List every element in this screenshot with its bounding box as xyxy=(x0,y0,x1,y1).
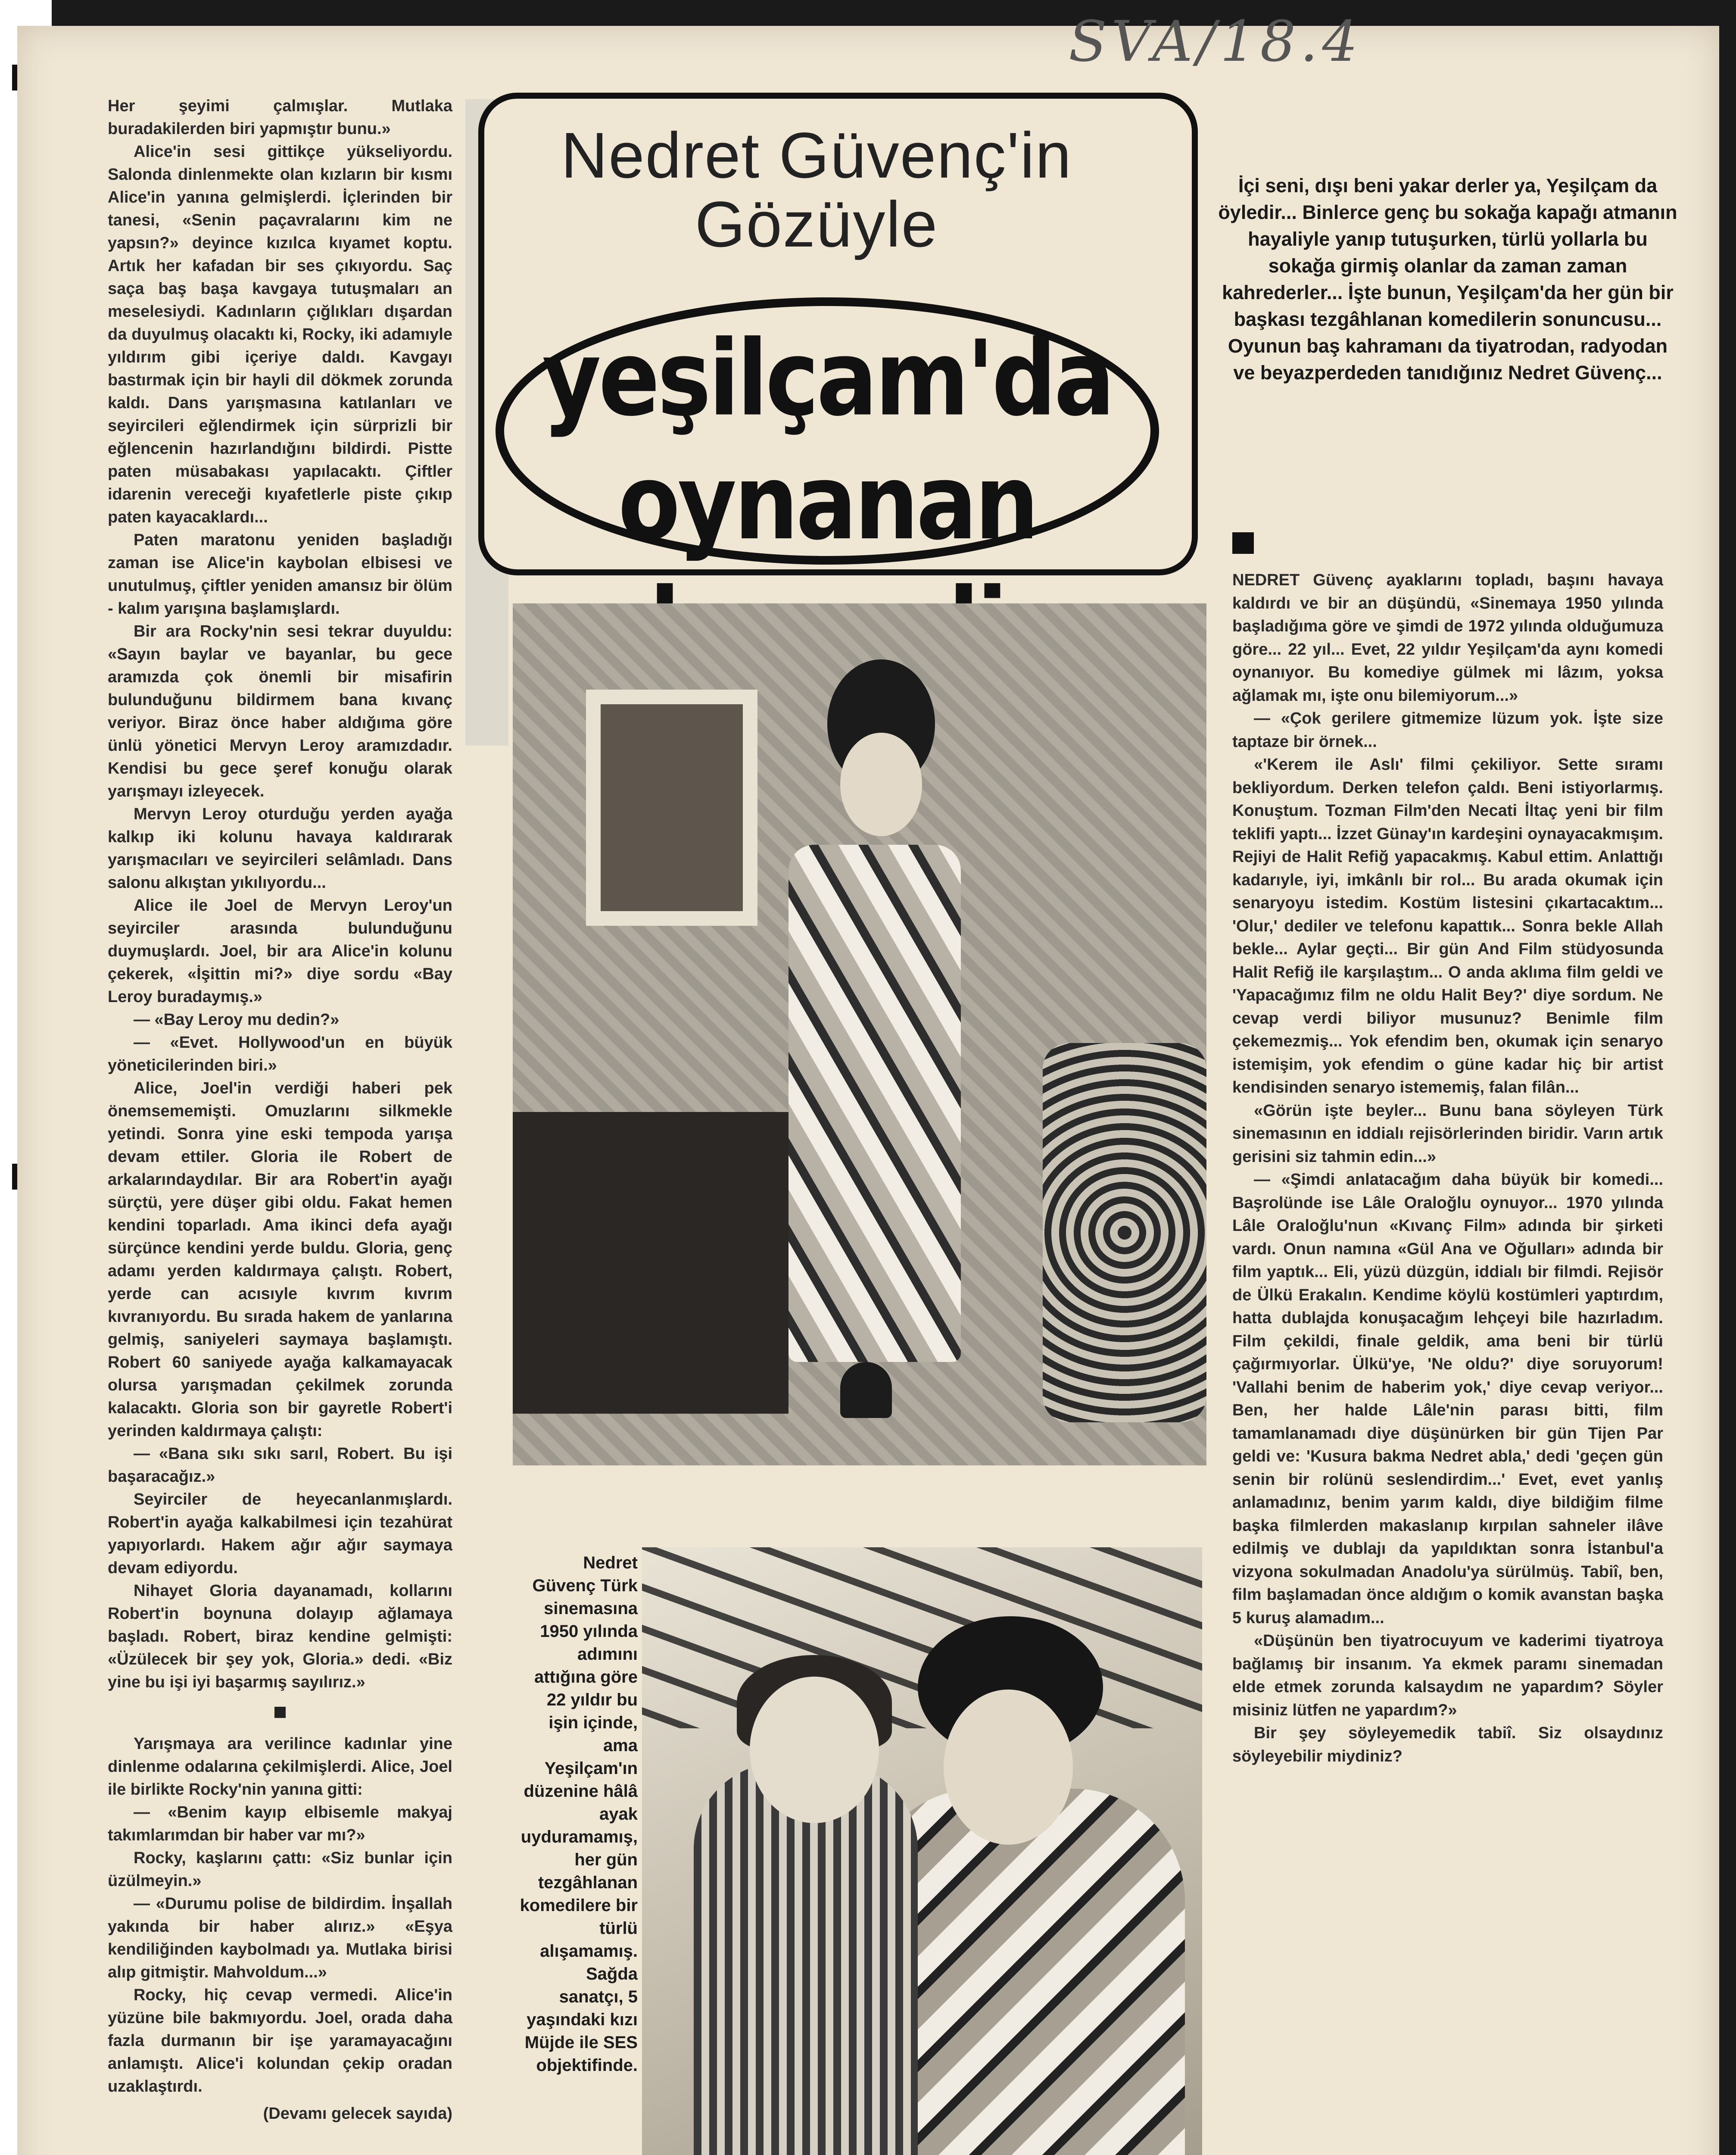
photo-feet xyxy=(840,1362,892,1418)
photo-dress xyxy=(789,845,961,1362)
paragraph: «'Kerem ile Aslı' filmi çekiliyor. Sette sıramı bekliyordum. Derken telefon çaldı. Beni istiyorlarmış. Konuştum. Tozman Film'den Necati İltaç yeni bir film teklifi yaptı... İzzet Günay'ın kardeşini oynayacakmışım. Rejiyi de Halit Refiğ yapacakmış. Kabul ettim. Anlattığı kadarıyle, iyi, imkânlı bir rol... Bu arada okumak için senaryoyu istedim. Kostüm listesini çıkartacaktım... 'Olur,' dediler ve telefonu kapattık... Sonra bekle Allah bekle... Aylar geçti... Bir gün And Film stüdyosunda Halit Refiğ ile karşılaştım... O anda aklıma film geldi ve 'Yapacağımız film ne oldu Halit Bey?' diye sordum. Ne cevap verdi biliyor musunuz? Benimle film çekemezmiş... Yok efendim ben, okumak için senaryo istemişim, yok efendim o güne kadar hiç bir artist kendisinden senaryo istememiş, falan filân... xyxy=(1232,756,1663,1096)
mother-daughter-photo xyxy=(642,1547,1202,2155)
painting-frame xyxy=(586,690,757,926)
paragraph: Alice'in sesi gittikçe yükseliyordu. Salonda dinlenmekte olan kızların bir kısmı Alice'in yanına gelmişlerdi. İçlerinden bir tanesi, «Senin paçavralarını kim ne yapsın?» deyince kızılca kıyamet koptu. Artık her kafadan bir ses çıkıyordu. Saç saça baş başa kavgaya tutuşmaları an meselesiydi. Kadınların çığlıkları dışardan da duyulmuş olacaktı ki, Rocky, iki adamıyle yıldırım gibi içeriye daldı. Kavgayı bastırmak için bir hayli dil dökmek zorunda kaldı. Dans yarışmasına katılanları ve seyircileri eğlendirmek için sürprizli bir eğlencenin hazırlandığını bildirdi. Pistte paten müsabakası yapılacaktı. Çiftler idarenin vereceği kıyafetlerle piste çıkıp paten kayacaklardı... xyxy=(108,143,452,526)
paragraph: Nihayet Gloria dayanamadı, kollarını Robert'in boynuna dolayıp ağlamaya başladı. Robert, biraz kendine gelmişti: «Üzülecek bir şey yok, Gloria.» dedi. «Biz yine bu işi iyi başarmış sayılırız.» xyxy=(108,1582,452,1691)
paragraph: — «Şimdi anlatacağım daha büyük bir komedi... Başrolünde ise Lâle Oraloğlu oynuyor... 1970 yılında Lâle Oraloğlu'nun «Kıvanç Film» adında bir şirketi vardı. Onun namına «Gül Ana ve Oğulları» adında bir film yaptık... Eli, yüzü düzgün, iddialı bir filmdi. Rejisör de Ülkü Erakalın. Kendime köylü kostümleri yaptırdım, hatta dublajda konuşacağım lehçeyi bile hazırladım. Film çekildi, finale geldik, ama beni bir türlü çağırmıyorlar. Ülkü'ye, 'Ne oldu?' diye soruyorum! 'Vallahi benim de haberim yok,' diye cevap veriyor... Ben, her halde Lâle'nin parası bitti, film tamamlanamadı diye düşünürken bir gün Tijen Par geldi ve: 'Kusura bakma Nedret abla,' dedi 'geçen gün senin bir rolünü seslendirdim...' Evet, evet yanlış anlamadınız, benim yarım kaldı, diye bildiğim filme başka filmlerden makaslanıp kırpılan sahneler ilâve edilmiş ve dublajı da yapıldıktan sonra İstanbul'a vizyona sokulmadan Anadolu'ya sürülmüş. Tabiî, ben, film başlamadan önce aldığım o komik avanstan başka 5 kuruş alamadım... xyxy=(1232,1171,1663,1627)
paragraph: NEDRET Güvenç ayaklarını topladı, başını havaya kaldırdı ve bir an düşündü, «Sinemaya 1950 yılında başladığıma göre ve şimdi de 1972 yılında olduğumuza göre... 22 yıl... Evet, 22 yıldır Yeşilçam'da aynı komedi oynanıyor. Bu komediye gülmek mi lâzım, yoksa ağlamak mı, işte onu bilemiyorum...» xyxy=(1232,571,1663,705)
paragraph: Paten maratonu yeniden başladığı zaman ise Alice'in kaybolan elbisesi ve unutulmuş, çiftler yeniden amansız bir ölüm - kalım yarışına başlamışlardı. xyxy=(108,531,452,618)
paragraph: Seyirciler de heyecanlanmışlardı. Robert'in ayağa kalkabilmesi için tezahürat yapıyorlardı. Hakem ağır ağır saymaya devam ediyordu. xyxy=(108,1490,452,1577)
paragraph: — «Çok gerilere gitmemize lüzum yok. İşte size taptaze bir örnek... xyxy=(1232,709,1663,751)
paragraph: «Düşünün ben tiyatrocuyum ve kaderimi tiyatroya bağlamış bir insanım. Ya ekmek paramı sinemadan elde etmek zorunda kalsaydım ne yapardım? Söyler misiniz lütfen ne yapardım?» xyxy=(1232,1632,1663,1719)
headline-line: oynanan xyxy=(618,441,1037,563)
paragraph: — «Evet. Hollywood'un en büyük yöneticilerinden biri.» xyxy=(108,1034,452,1074)
handwritten-note: SVA/18.4 xyxy=(1069,9,1362,74)
photo-armchair xyxy=(1043,1043,1206,1422)
left-article-column xyxy=(108,95,452,2125)
photo-cabinet xyxy=(513,1112,789,1414)
paragraph: Yarışmaya ara verilince kadınlar yine dinlenme odalarına çekilmişlerdi. Alice, Joel ile birlikte Rocky'nin yanına gitti: xyxy=(108,1735,452,1799)
photo-child-face xyxy=(750,1677,879,1823)
paragraph: Rocky, hiç cevap vermedi. Alice'in yüzüne bile bakmıyordu. Joel, orada daha fazla durmanın bir işe yaramayacağını anlamıştı. Alice'i kolundan çekip oradan uzaklaştırdı. xyxy=(108,1986,452,2096)
paragraph: — «Bana sıkı sıkı sarıl, Robert. Bu işi başaracağız.» xyxy=(108,1445,452,1486)
continued-note: (Devamı gelecek sayıda) xyxy=(263,2105,452,2123)
kicker-line: Nedret Güvenç'in xyxy=(561,119,1072,191)
paragraph: — «Durumu polise de bildirdim. İnşallah yakında bir haber alırız.» «Eşya kendiliğinden kaybolmadı ya. Mutlaka birisi alıp gitmiştir. Mahvoldum...» xyxy=(108,1895,452,1981)
headline-line: yeşilçam'da xyxy=(542,318,1113,440)
kicker-line: Gözüyle xyxy=(695,188,938,260)
paragraph: Bir şey söyleyemedik tabiî. Siz olsaydınız söyleyebilir miydiniz? xyxy=(1232,1724,1663,1765)
paragraph: Alice, Joel'in verdiği haberi pek önemsememişti. Omuzlarını silkmekle yetindi. Sonra yine eski tempoda yarışa devam ettiler. Gloria ile Robert de arkalarındaydılar. Bir ara Robert'in ayağı sürçtü, yere düşer gibi oldu. Fakat hemen kendini toparladı. Ama ikinci defa ayağı sürçünce kendini yerde buldu. Gloria, genç adamı yerden kaldırmaya çalıştı. Robert, yerde can acısıyle kıvrım kıvrım kıvranıyordu. Bu sırada hakem de yanlarına gelmiş, saniyeleri saymaya başlamıştı. Robert 60 saniyede ayağa kalkamayacak olursa yarışmadan çekilmek zorunda kalacaktı. Gloria son bir gayretle Robert'i yerinden kaldırmaya çalıştı: xyxy=(108,1079,452,1440)
photo-face xyxy=(840,733,922,836)
paragraph: Her şeyimi çalmışlar. Mutlaka buradakilerden biri yapmıştır bunu.» xyxy=(108,97,452,138)
paragraph: — «Benim kayıp elbisemle makyaj takımlarımdan bir haber var mı?» xyxy=(108,1803,452,1844)
paragraph: Mervyn Leroy oturduğu yerden ayağa kalkıp iki kolunu havaya kaldırarak yarışmacıları ve seyircileri selâmladı. Dans salonu alkıştan yıkılıyordu... xyxy=(108,805,452,892)
right-article-column xyxy=(1232,569,1663,1768)
portrait-photo xyxy=(513,603,1206,1465)
paragraph: — «Bay Leroy mu dedin?» xyxy=(134,1011,340,1029)
kicker xyxy=(547,121,1086,259)
paragraph: Bir ara Rocky'nin sesi tekrar duyuldu: «Sayın baylar ve bayanlar, bu gece aramızda çok önemli bir misafirin bulunduğunu bildirmem bana kıvanç veriyor. Biraz önce haber aldığıma göre ünlü yönetici Mervyn Leroy aramızdadır. Kendisi bu gece şeref konuğu olarak yarışmayı izleyecek. xyxy=(108,622,452,800)
paragraph: Alice ile Joel de Mervyn Leroy'un seyirciler arasında bulunduğunu duymuşlardı. Joel, bir ara Alice'in kolunu çekerek, «İşittin mi?» diye sordu «Bay Leroy buradaymış.» xyxy=(108,896,452,1006)
intro-deck: İçi seni, dışı beni yakar derler ya, Yeşilçam da öyledir... Binlerce genç bu sokağa kapağı atmanın hayaliyle yanıp tutuşurken, türlü yollarla bu sokağa girmiş olanlar da zaman zaman kahrederler... İşte bunun, Yeşilçam'da her gün bir başkası tezgâhlanan komedilerin sonuncusu... Oyunun baş kahramanı da tiyatrodan, radyodan ve beyazperdeden tanıdığınız Nedret Güvenç... xyxy=(1218,175,1677,384)
section-separator xyxy=(1232,532,1254,554)
paragraph: Rocky, kaşlarını çattı: «Siz bunlar için üzülmeyin.» xyxy=(108,1849,452,1890)
paragraph: «Görün işte beyler... Bunu bana söyleyen Türk sinemasının en iddialı rejisörlerinden biridir. Varın artık gerisini siz tahmin edin...» xyxy=(1232,1101,1663,1166)
photo-mother-face xyxy=(944,1690,1073,1845)
section-separator xyxy=(274,1707,286,1718)
photo-caption: Nedret Güvenç Türk sinemasına 1950 yılında adımını attığına göre 22 yıldır bu işin içinde, ama Yeşilçam'ın düzenine hâlâ ayak uyduramamış, her gün tezgâhlanan komedilere bir türlü alışamamış. Sağda sanatçı, 5 yaşındaki kızı Müjde ile SES objektifinde. xyxy=(520,1553,638,2075)
